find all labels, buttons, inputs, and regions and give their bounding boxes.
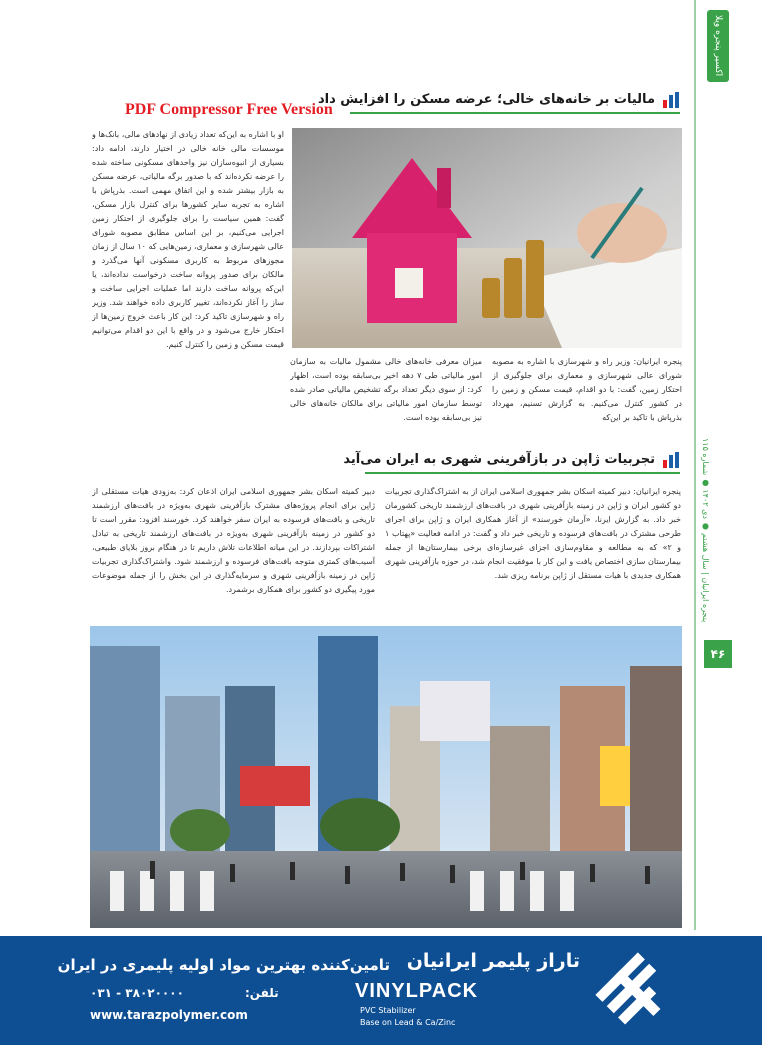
ad-phone-label: تلفن:	[245, 986, 279, 1000]
bar-chart-icon	[662, 92, 680, 108]
ad-product-line-2: Base on Lead & Ca/Zinc	[360, 1018, 456, 1027]
article1-photo	[292, 128, 682, 348]
ad-company-name: تاراز پلیمر ایرانیان	[406, 950, 580, 972]
article2-text-right: پنجره ایرانیان: دبیر کمیته اسکان بشر جمهوری اسلامی ایران از به اشتراک‌گذاری تجربیات دو کشور ایران و ژاپن در زمینه بازآفرینی شهری در بافت‌های ارزشمند تاریخی کشورمان خبر داد. به گزارش ایرنا، «آرمان خورسند» از آغاز همکاری ایران و ژاپن برای اجرای طرحی مشترک در بافت‌های فرسوده و تاریخی خبر داد و گفت: در ادامه فعالیت «پهتاب ۱ و ۲» که به مطالعه و مقاوم‌سازی اجزای غیرسازه‌ای برخی بیمارستان‌ها از جمله بیمارستان‌ سازی اختصاص یافت و این کار با موفقیت انجام شد، در حوزه بازآفرینی شهری همکاری جدیدی با هیات مستقل از ژاپن برنامه ریزی شد.	[385, 487, 681, 580]
ad-phone: ۰۳۱ - ۳۸۰۲۰۰۰۰	[90, 986, 184, 1000]
article2-photo	[90, 626, 682, 928]
article1-text-bottom-1: پنجره ایرانیان: وزیر راه و شهرسازی با اشاره به مصوبه شورای عالی شهرسازی و معماری برای جلوگیری از احتکار زمین، گفت: با دو اقدام، قیمت مسکن و زمین را در کشور کنترل می‌کنیم. به گزارش تسنیم، مهرداد بذرپاش با تاکید بر این‌که	[492, 357, 682, 422]
article2-title: تجربیات ژاپن در بازآفرینی شهری به ایران می‌آید	[343, 452, 655, 467]
article1-text-bottom-2: میزان معرفی خانه‌های خالی مشمول مالیات به سازمان امور مالیاتی طی ۷ دهه اخیر بی‌سابقه بوده است، اظهار کرد: از سوی دیگر تعداد برگه تشخیص مالیاتی صادر شده توسط سازمان امور مالیاتی برای مالکان خانه‌های خالی نیز بی‌سابقه بوده است.	[290, 357, 482, 422]
section-tab: اکسیر پنجره ویلا	[707, 10, 729, 82]
ad-website: www.tarazpolymer.com	[90, 1008, 248, 1022]
bar-chart-icon	[662, 452, 680, 468]
watermark: PDF Compressor Free Version	[125, 101, 333, 118]
company-logo-icon	[595, 952, 675, 1032]
article1-title: مالیات بر خانه‌های خالی؛ عرضه مسکن را افزایش داد	[317, 92, 655, 107]
ad-product-line-1: PVC Stabilizer	[360, 1006, 416, 1015]
ad-brand: VINYLPACK	[355, 980, 479, 1002]
page-number: ۴۶	[704, 640, 732, 668]
article1-text-right: او با اشاره به این‌که تعداد زیادی از نهادهای مالی، بانک‌ها و موسسات مالی خانه خالی در اختیار دارند، ادامه داد: بسیاری از انبوه‌سازان نیز واحدهای مسکونی ساخته شده را عرضه نکرده‌اند که با صدور برگه مالیاتی، عرضه مسکن به بازار بیشتر شده و این اتفاق مهمی است. بذرپاش با اشاره به تجربه سایر کشورها برای کنترل بازار مسکن، گفت: همین سیاست را برای جلوگیری از احتکار زمین اجرایی می‌کنیم، بر این اساس مطابق مصوبه شورای عالی شهرسازی و معماری، زمین‌هایی که ۱۰ سال از زمان مجوزهای مربوط به کاربری مسکونی آنها می‌گذرد و مالکان برای صدور پروانه ساخت درخواست نداده‌اند، یا این‌که پروانه ساخت دارند اما عملیات اجرایی ساخت و ساز را آغاز نکرده‌اند، تغییر کاربری داده خواهند شد. وزیر راه و شهرسازی تاکید کرد: این کار باعث خروج زمین‌ها از احتکار خارج می‌شود و در واقع با این دو اقدام می‌توانیم قیمت مسکن و زمین را کنترل کنیم.	[92, 130, 284, 349]
article2-title-underline	[365, 472, 680, 474]
ad-tagline: تامین‌کننده بهترین مواد اولیه پلیمری در ایران	[57, 956, 390, 974]
article2-text-left: دبیر کمیته اسکان بشر جمهوری اسلامی ایران اذعان کرد: به‌زودی هیات مستقلی از ژاپن برای انجام پروژه‌های مشترک بازآفرینی شهری به‌ویژه در بافت‌های ارزشمند تاریخی و بافت‌های فرسوده به ایران سفر خواهند کرد. خورسند افزود: مقرر است تا دو کشور در زمینه بازآفرینی شهری به‌ویژه در بافت‌های ارزشمند تاریخی به تبادل اشتراکات بپردازند. در این میانه اطلاعات تلاش داریم تا در هنگام بروز بلایای طبیعی، آسیب‌های کمتری متوجه بافت‌های فرسوده و ارزشمند شود. وا‌شتراک‌گذاری تجربیات ژاپن در زمینه بازآفرینی شهری و سرمایه‌گذاری در این بخش را از جمله موضوعات مورد پیگیری دو کشور برای همکاری برشمرد.	[92, 487, 375, 594]
issue-meta: پنجره ایرانیان | سال هشتم ● دی ۱۴۰۲ ● شماره ۱۱۵	[701, 437, 710, 623]
article1-title-underline	[350, 112, 680, 114]
ad-banner	[0, 936, 762, 1045]
